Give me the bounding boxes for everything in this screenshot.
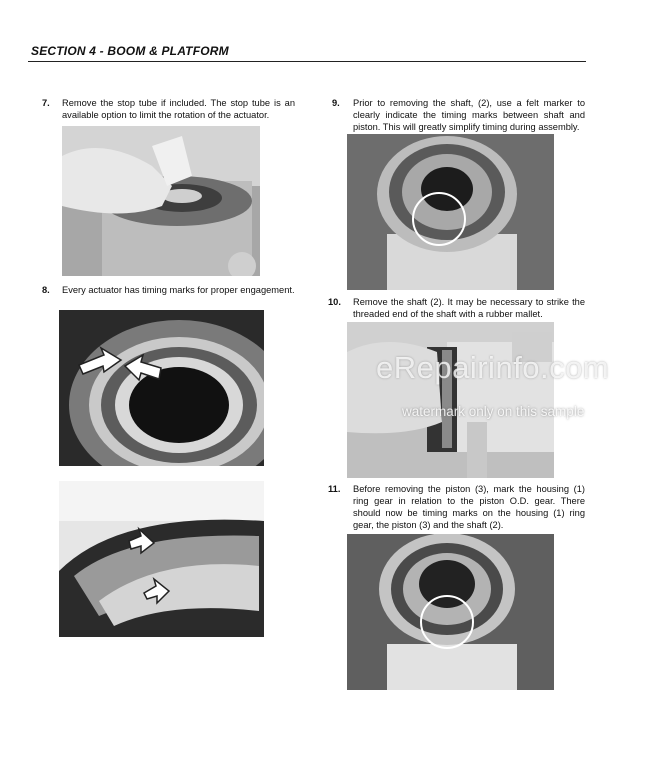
photo-timing-marks-closeup xyxy=(59,481,264,637)
step-10 xyxy=(328,296,585,322)
step-number: 7. xyxy=(42,98,50,108)
photo-stop-tube xyxy=(62,126,260,276)
photo-piston-marking xyxy=(347,534,554,690)
photo-shaft-removal xyxy=(347,322,554,478)
header-divider xyxy=(28,61,586,62)
step-text: Prior to removing the shaft, (2), use a felt marker to clearly indicate the timing marks between shaft and piston. This will greatly simplify timing during assembly. xyxy=(353,98,585,132)
step-text: Remove the shaft (2). It may be necessary to strike the threaded end of the shaft with a rubber mallet. xyxy=(353,297,585,319)
step-number: 8. xyxy=(42,285,50,295)
step-11 xyxy=(328,483,585,533)
step-text: Remove the stop tube if included. The stop tube is an available option to limit the rotation of the actuator. xyxy=(62,98,295,120)
step-number: 9. xyxy=(332,98,340,108)
photo-shaft-marking xyxy=(347,134,554,290)
photo-timing-marks xyxy=(59,310,264,466)
step-8 xyxy=(42,284,295,310)
watermark-site: eRepairinfo.com xyxy=(376,350,610,385)
step-9 xyxy=(332,97,585,135)
section-title: SECTION 4 - BOOM & PLATFORM xyxy=(31,44,229,58)
step-text: Every actuator has timing marks for proper engagement. xyxy=(62,285,295,295)
step-number: 10. xyxy=(328,297,341,307)
step-7 xyxy=(42,97,295,123)
step-number: 11. xyxy=(328,484,341,494)
step-text: Before removing the piston (3), mark the housing (1) ring gear in relation to the piston O.D. gear. There should now be timing marks on the housing (1) ring gear, the piston (3) and the shaft (2). xyxy=(353,484,585,530)
watermark-note: watermark only on this sample xyxy=(402,404,585,419)
